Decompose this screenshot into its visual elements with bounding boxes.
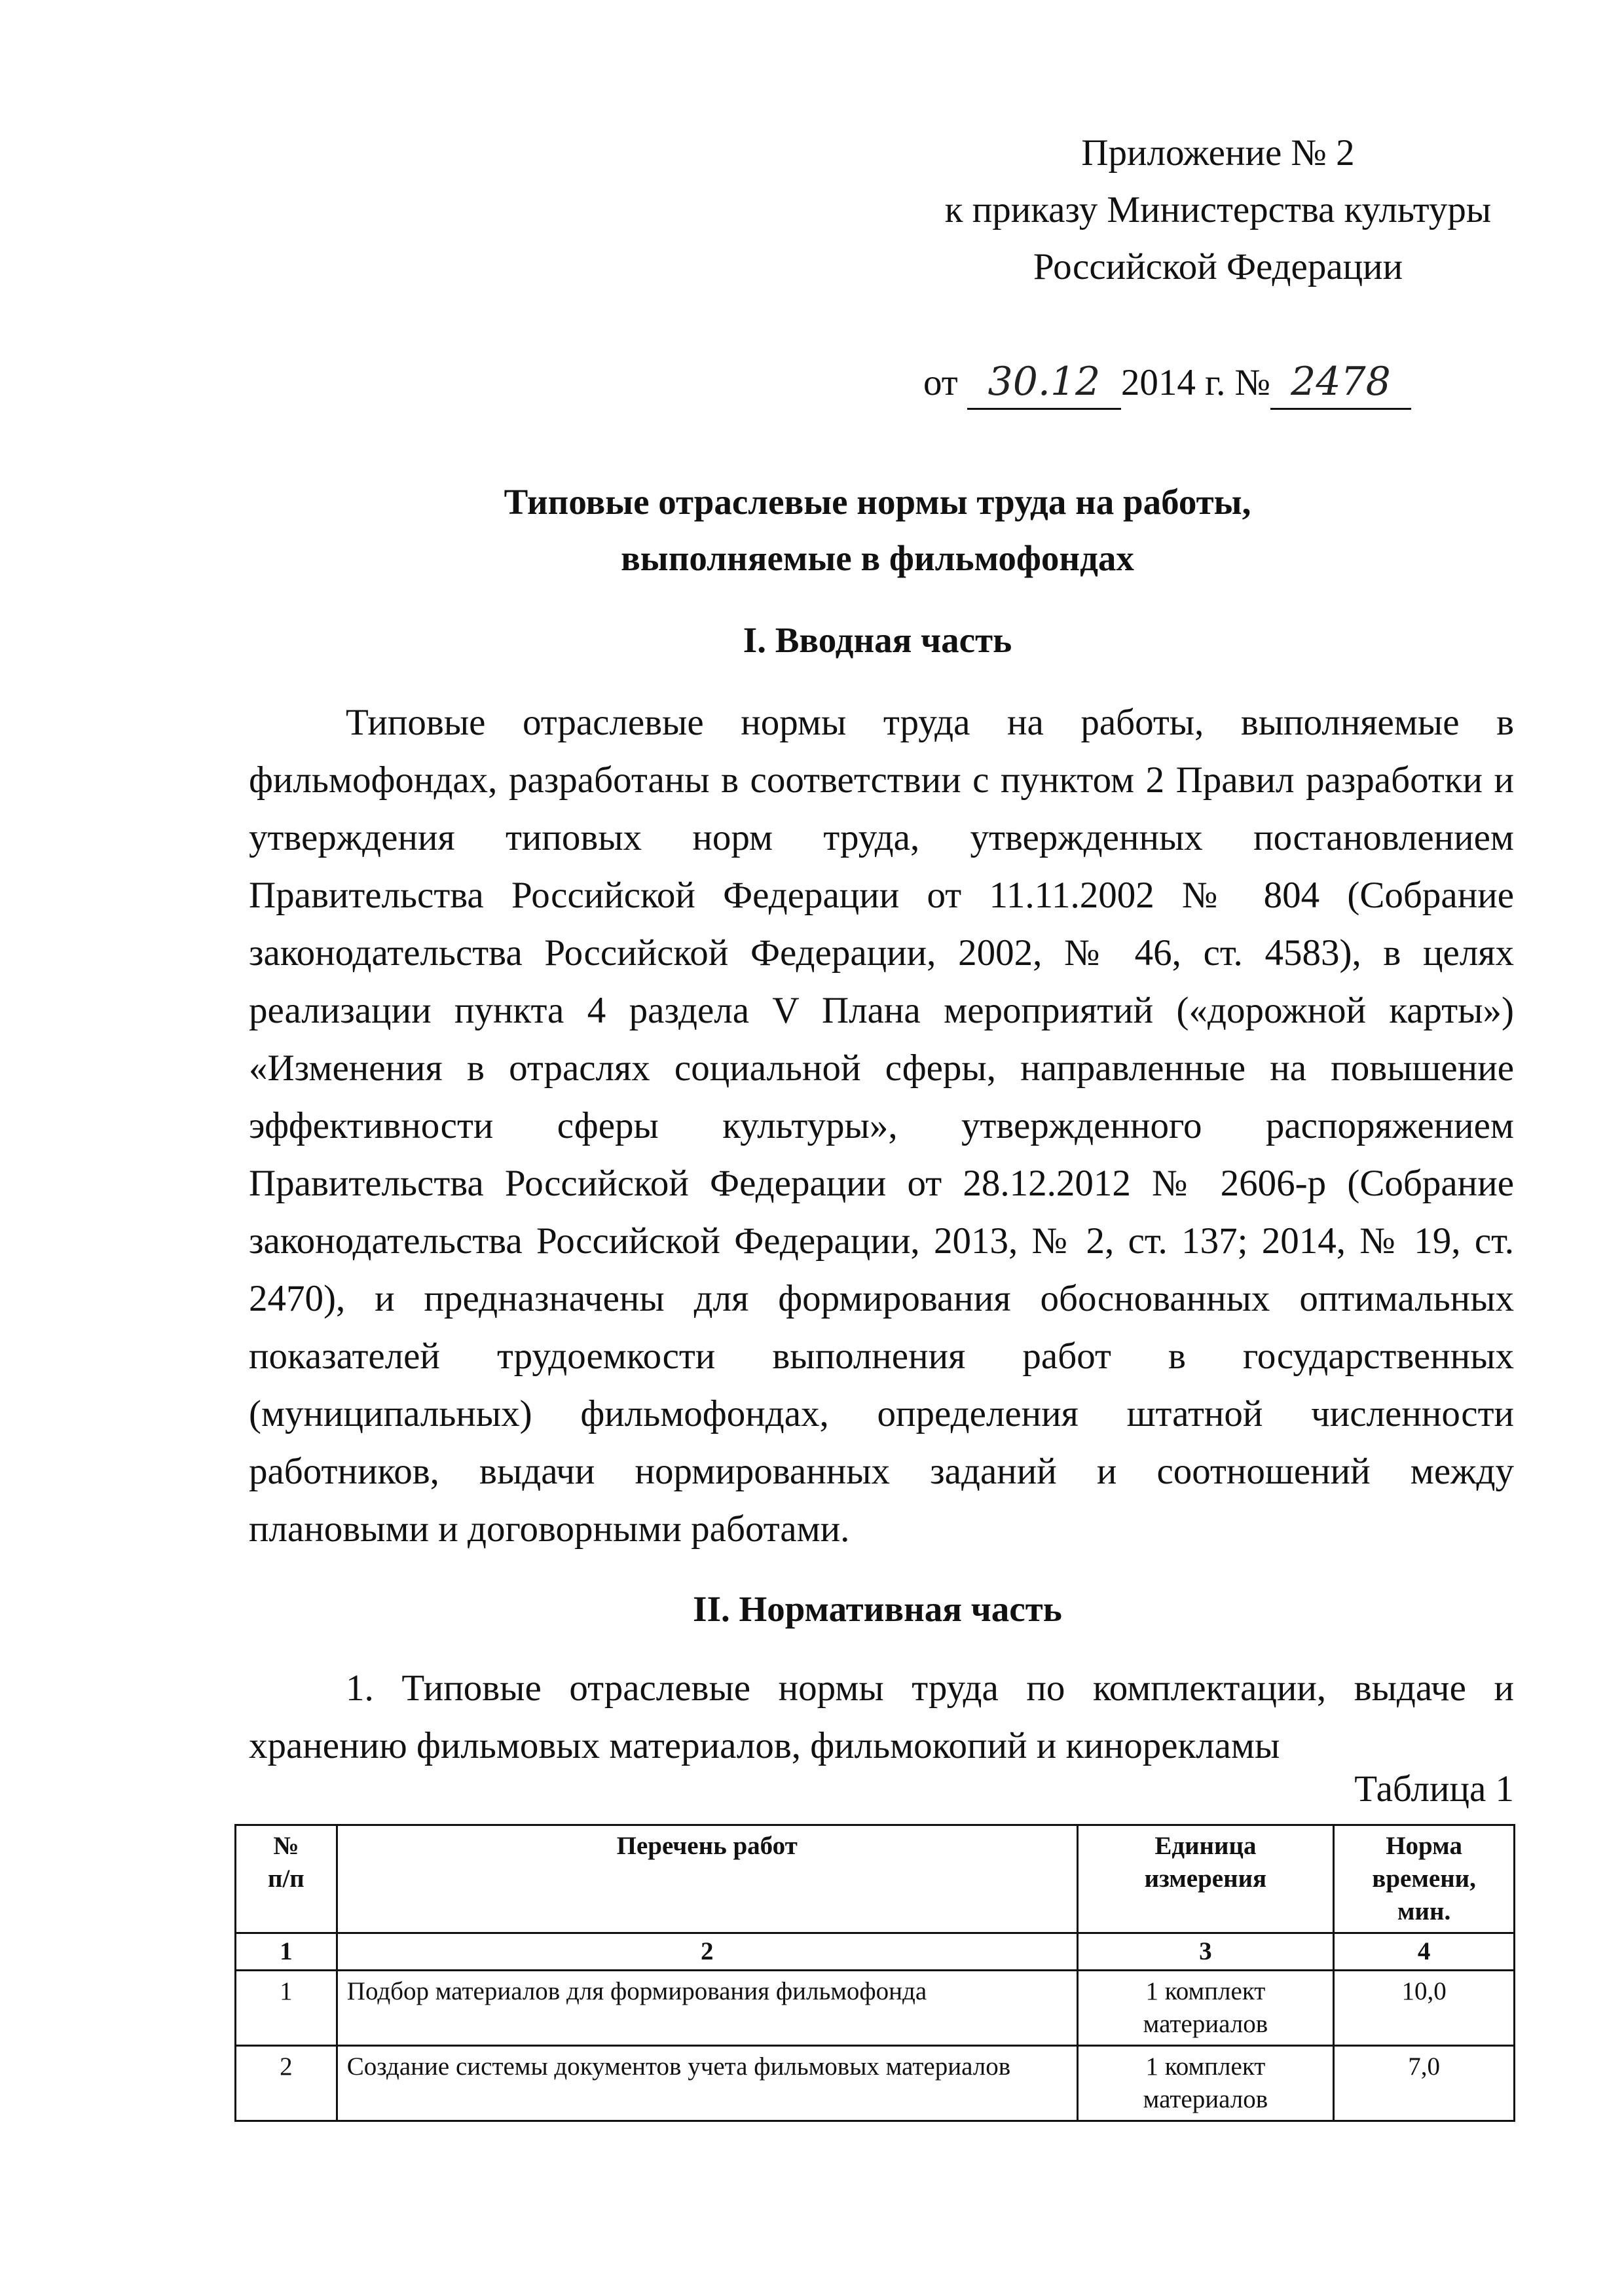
header-norm-line: Норма <box>1386 1832 1462 1860</box>
document-title <box>249 474 1506 587</box>
title-line: выполняемые в фильмофондах <box>621 538 1134 578</box>
intro-paragraph: Типовые отраслевые нормы труда на работы, выполняемые в фильмофондах, разработаны в соответствии с пунктом 2 Правил разработки и утверждения типовых норм труда, утвержденных постановлением Правительства Российской Федерации от 11.11.2002 № 804 (Собрание законодательства Российской Федерации, 2002, № 46, ст. 4583), в целях реализации пункта 4 раздела V Плана мероприятий («дорожной карты») «Изменения в отраслях социальной сферы, направленные на повышение эффективности сферы культуры», утвержденного распоряжением Правительства Российской Федерации от 28.12.2012 № 2606-р (Собрание законодательства Российской Федерации, 2013, № 2, ст. 137; 2014, № 19, ст. 2470), и предназначены для формирования обоснованных оптимальных показателей трудоемкости выполнения работ в государственных (муниципальных) фильмофондах, определения штатной численности работников, выдачи нормированных заданий и соотношений между плановыми и договорными работами. <box>249 702 1514 1550</box>
handwritten-date: 30.12 <box>967 355 1121 410</box>
title-line: Типовые отраслевые нормы труда на работы, <box>504 482 1251 522</box>
header-unit-line: Единица <box>1154 1832 1257 1860</box>
column-number: 4 <box>1334 1933 1515 1971</box>
row-unit-line: 1 комплект <box>1145 1977 1266 2005</box>
header-unit <box>1077 1825 1334 1933</box>
header-unit-line: измерения <box>1144 1865 1267 1893</box>
header-num-line: № <box>273 1832 299 1860</box>
row-work: Подбор материалов для формирования фильмофонда <box>337 1971 1077 2046</box>
date-prefix: от <box>923 362 958 403</box>
row-unit <box>1077 1971 1334 2046</box>
normative-paragraph: 1. Типовые отраслевые нормы труда по комплектации, выдаче и хранению фильмовых материалов, фильмокопий и кинорекламы <box>249 1667 1514 1766</box>
row-unit <box>1077 2046 1334 2121</box>
appendix-line: Российской Федерации <box>1033 246 1403 287</box>
header-num-line: п/п <box>268 1865 304 1893</box>
row-work: Создание системы документов учета фильмовых материалов <box>337 2046 1077 2121</box>
row-unit-line: материалов <box>1143 2085 1268 2113</box>
table-row <box>236 2046 1515 2121</box>
column-number-row <box>236 1933 1515 1971</box>
table-caption: Таблица 1 <box>1354 1768 1514 1810</box>
row-unit-line: материалов <box>1143 2010 1268 2038</box>
appendix-line: к приказу Министерства культуры <box>944 189 1492 230</box>
table-row <box>236 1971 1515 2046</box>
column-number: 3 <box>1077 1933 1334 1971</box>
handwritten-order-number: 2478 <box>1270 355 1411 410</box>
column-number: 2 <box>337 1933 1077 1971</box>
column-number: 1 <box>236 1933 337 1971</box>
row-norm: 7,0 <box>1334 2046 1515 2121</box>
section-heading-normative: II. Нормативная часть <box>693 1589 1062 1629</box>
row-num: 1 <box>236 1971 337 2046</box>
order-date-line <box>923 355 1500 410</box>
header-norm-line: мин. <box>1397 1897 1451 1925</box>
header-work: Перечень работ <box>337 1825 1077 1933</box>
appendix-header <box>904 124 1532 295</box>
row-unit-line: 1 комплект <box>1145 2052 1266 2081</box>
row-num: 2 <box>236 2046 337 2121</box>
header-norm <box>1334 1825 1515 1933</box>
section-heading-intro: I. Вводная часть <box>743 620 1012 660</box>
header-num <box>236 1825 337 1933</box>
row-norm: 10,0 <box>1334 1971 1515 2046</box>
norms-table <box>234 1824 1515 2122</box>
year-text: 2014 г. № <box>1120 362 1271 403</box>
table-header-row <box>236 1825 1515 1933</box>
appendix-line: Приложение № 2 <box>1081 132 1355 173</box>
header-norm-line: времени, <box>1372 1865 1476 1893</box>
